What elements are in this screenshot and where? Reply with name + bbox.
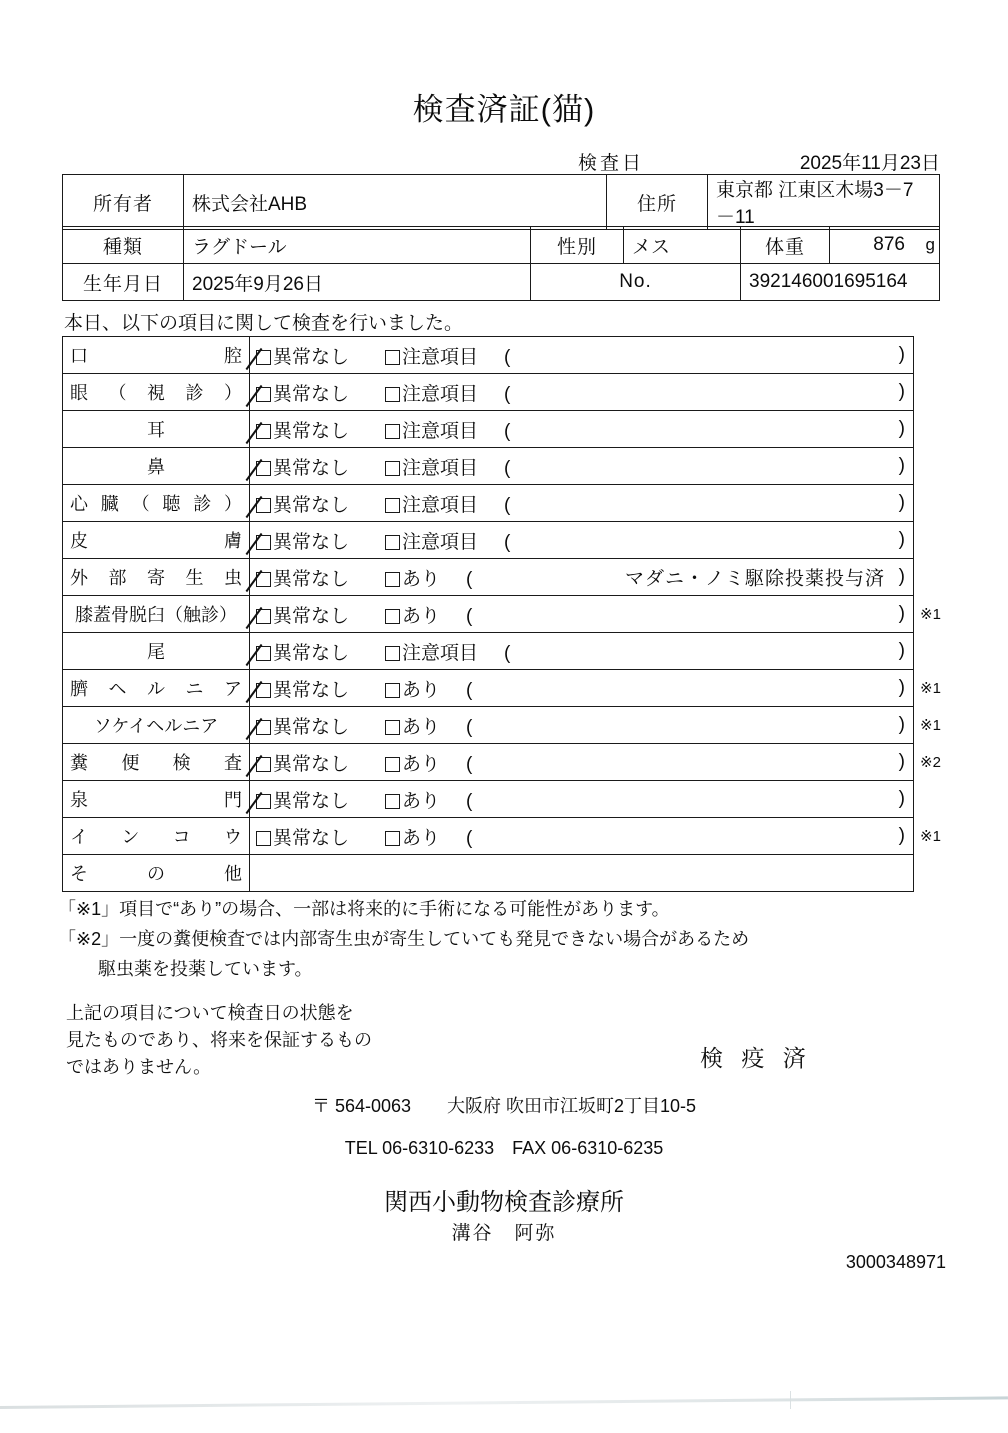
option-normal[interactable] xyxy=(256,749,349,776)
remark-paren-open: ( xyxy=(466,679,473,701)
breed-label: 種類 xyxy=(63,227,184,264)
exam-row xyxy=(63,448,914,485)
clinic-address xyxy=(0,1092,1008,1118)
option-secondary-label: 注意項目 xyxy=(402,494,479,516)
checkbox-empty-icon[interactable] xyxy=(385,794,400,809)
checkbox-checked-icon[interactable] xyxy=(256,498,271,513)
option-secondary-label: あり xyxy=(402,568,441,590)
option-secondary-label: 注意項目 xyxy=(402,346,479,368)
checkbox-empty-icon[interactable] xyxy=(385,683,400,698)
exam-item-label: 外 部 寄 生 虫 xyxy=(63,559,250,596)
disclaimer-line-1: 上記の項目について検査日の状態を xyxy=(66,1003,354,1023)
option-secondary[interactable] xyxy=(385,601,440,628)
exam-item-label: そ の 他 xyxy=(63,855,250,892)
birth-label: 生年月日 xyxy=(63,264,184,301)
footnote-2-line1: 「※2」一度の糞便検査では内部寄生虫が寄生していても発見できない場合があるため xyxy=(58,929,750,949)
exam-row xyxy=(63,855,914,892)
footnote-1: 「※1」項目で“あり”の場合、一部は将来的に手術になる可能性があります。 xyxy=(58,899,670,919)
checkbox-empty-icon[interactable] xyxy=(256,831,271,846)
disclaimer xyxy=(66,1000,372,1081)
exam-item-label: 尾 xyxy=(63,633,250,670)
remark-paren-open: ( xyxy=(504,642,511,664)
exam-row xyxy=(63,818,914,855)
option-secondary[interactable] xyxy=(385,823,440,850)
option-normal[interactable] xyxy=(256,342,349,369)
remark-paren-open: ( xyxy=(466,605,473,627)
exam-item-footnote-mark: ※1 xyxy=(920,828,941,845)
option-secondary-label: 注意項目 xyxy=(402,383,479,405)
checkbox-empty-icon[interactable] xyxy=(385,572,400,587)
option-normal-label: 異常なし xyxy=(273,494,350,516)
exam-item-footnote-mark: ※1 xyxy=(920,717,941,734)
option-secondary-label: 注意項目 xyxy=(402,531,479,553)
remark-paren-open: ( xyxy=(504,494,511,516)
exam-item-label: ソケイヘルニア xyxy=(63,707,250,744)
footnotes xyxy=(58,894,958,984)
exam-item-options xyxy=(250,374,914,411)
sex-value: メス xyxy=(624,227,741,264)
remark-paren-open: ( xyxy=(504,346,511,368)
option-normal[interactable] xyxy=(256,712,349,739)
remark-paren-open: ( xyxy=(466,827,473,849)
option-secondary-label: 注意項目 xyxy=(402,642,479,664)
remark-paren-open: ( xyxy=(504,383,511,405)
exam-item-label: 膝蓋骨脱臼（触診） xyxy=(63,596,250,633)
option-normal[interactable] xyxy=(256,490,349,517)
option-normal[interactable] xyxy=(256,527,349,554)
remark-paren-close: ) xyxy=(898,418,905,439)
option-secondary[interactable] xyxy=(385,564,440,591)
reference-number: 3000348971 xyxy=(845,1252,946,1272)
checkbox-checked-icon[interactable] xyxy=(256,794,271,809)
option-normal-label: 異常なし xyxy=(273,383,350,405)
exam-item-label: 臍 ヘ ル ニ ア xyxy=(63,670,250,707)
option-normal-label: 異常なし xyxy=(273,605,350,627)
table-row xyxy=(63,175,940,230)
option-normal-label: 異常なし xyxy=(273,531,350,553)
quarantine-stamp: 検 疫 済 xyxy=(700,1045,812,1071)
owner-table xyxy=(62,174,940,230)
owner-value: 株式会社AHB xyxy=(184,175,607,230)
exam-item-footnote-mark: ※1 xyxy=(920,680,941,697)
weight-unit: g xyxy=(925,235,935,254)
clinic-name: 関西小動物検査診療所 xyxy=(384,1189,624,1216)
checkbox-checked-icon[interactable] xyxy=(256,646,271,661)
checkbox-checked-icon[interactable] xyxy=(256,572,271,587)
option-secondary-label: あり xyxy=(402,605,441,627)
weight-value: 876 xyxy=(873,234,905,255)
exam-row xyxy=(63,744,914,781)
option-normal-label: 異常なし xyxy=(273,420,350,442)
option-normal-label: 異常なし xyxy=(273,716,350,738)
option-secondary-label: 注意項目 xyxy=(402,457,479,479)
exam-item-options xyxy=(250,485,914,522)
option-secondary[interactable] xyxy=(385,342,478,369)
exam-item-options xyxy=(250,707,914,744)
checkbox-checked-icon[interactable] xyxy=(256,424,271,439)
exam-item-options xyxy=(250,559,914,596)
exam-item-label: 糞 便 検 査 xyxy=(63,744,250,781)
option-secondary[interactable] xyxy=(385,786,440,813)
option-normal[interactable] xyxy=(256,416,349,443)
checkbox-checked-icon[interactable] xyxy=(256,720,271,735)
option-secondary[interactable] xyxy=(385,453,478,480)
option-secondary[interactable] xyxy=(385,749,440,776)
remark-paren-close: ) xyxy=(898,603,905,624)
intro-text: 本日、以下の項目に関して検査を行いました。 xyxy=(64,313,464,334)
exam-item-options xyxy=(250,337,914,374)
disclaimer-line-2: 見たものであり、将来を保証するもの xyxy=(66,1030,372,1050)
exam-item-options xyxy=(250,744,914,781)
remark-paren-close: ) xyxy=(898,492,905,513)
option-normal[interactable] xyxy=(256,675,349,702)
option-secondary-label: あり xyxy=(402,716,441,738)
option-secondary-label: あり xyxy=(402,827,441,849)
remark-paren-open: ( xyxy=(466,790,473,812)
exam-item-label: 耳 xyxy=(63,411,250,448)
exam-row xyxy=(63,411,914,448)
option-normal-label: 異常なし xyxy=(273,642,350,664)
exam-item-footnote-mark: ※1 xyxy=(920,606,941,623)
option-secondary[interactable] xyxy=(385,527,478,554)
number-label: No. xyxy=(531,264,741,301)
option-normal[interactable] xyxy=(256,823,349,850)
clinic-zip: 〒 564-0063 xyxy=(311,1096,412,1116)
exam-item-options xyxy=(250,411,914,448)
exam-item-label: 皮 膚 xyxy=(63,522,250,559)
exam-row xyxy=(63,596,914,633)
exam-row xyxy=(63,707,914,744)
option-normal-label: 異常なし xyxy=(273,457,350,479)
option-secondary[interactable] xyxy=(385,379,478,406)
exam-row xyxy=(63,337,914,374)
exam-item-options xyxy=(250,596,914,633)
exam-row xyxy=(63,670,914,707)
option-normal-label: 異常なし xyxy=(273,346,350,368)
exam-item-options xyxy=(250,670,914,707)
option-normal[interactable] xyxy=(256,638,349,665)
option-normal-label: 異常なし xyxy=(273,827,350,849)
scan-edge-artifact xyxy=(0,1396,1008,1409)
exam-row xyxy=(63,559,914,596)
exam-item-free-field xyxy=(250,855,914,892)
table-row xyxy=(63,227,940,264)
option-secondary-label: あり xyxy=(402,679,441,701)
remark-paren-open: ( xyxy=(466,568,473,590)
checkbox-checked-icon[interactable] xyxy=(256,350,271,365)
footnote-2-line2: 駆虫薬を投薬しています。 xyxy=(98,959,313,979)
option-normal-label: 異常なし xyxy=(273,753,350,775)
option-secondary[interactable] xyxy=(385,675,440,702)
exam-item-options xyxy=(250,818,914,855)
option-secondary-label: あり xyxy=(402,790,441,812)
option-normal[interactable] xyxy=(256,786,349,813)
animal-info-table xyxy=(62,226,940,301)
checkbox-checked-icon[interactable] xyxy=(256,757,271,772)
owner-label: 所有者 xyxy=(63,175,184,230)
veterinarian-name: 溝谷 阿弥 xyxy=(451,1223,557,1244)
remark-paren-open: ( xyxy=(466,716,473,738)
clinic-telephone: TEL 06-6310-6233 FAX 06-6310-6235 xyxy=(344,1138,664,1158)
remark-paren-close: ) xyxy=(898,529,905,550)
option-secondary-label: あり xyxy=(402,753,441,775)
checkbox-empty-icon[interactable] xyxy=(385,646,400,661)
exam-item-options xyxy=(250,522,914,559)
exam-row xyxy=(63,374,914,411)
exam-item-label: 眼 （ 視 診 ） xyxy=(63,374,250,411)
checkbox-empty-icon[interactable] xyxy=(385,498,400,513)
option-normal-label: 異常なし xyxy=(273,679,350,701)
footnote-2 xyxy=(58,924,958,984)
inspection-date xyxy=(560,148,940,174)
clinic-address-value: 大阪府 吹田市江坂町2丁目10-5 xyxy=(447,1096,697,1116)
remark-paren-open: ( xyxy=(466,753,473,775)
remark-paren-close: ) xyxy=(898,825,905,846)
inspection-date-value: 2025年11月23日 xyxy=(799,153,940,174)
remark-text: マダニ・ノミ駆除投薬投与済 xyxy=(624,568,885,590)
exam-item-footnote-mark: ※2 xyxy=(920,754,941,771)
exam-item-label: 鼻 xyxy=(63,448,250,485)
checkbox-empty-icon[interactable] xyxy=(385,720,400,735)
checkbox-empty-icon[interactable] xyxy=(385,350,400,365)
remark-paren-close: ) xyxy=(898,566,905,587)
sex-label: 性別 xyxy=(531,227,624,264)
option-secondary[interactable] xyxy=(385,638,478,665)
exam-item-label: イ ン コ ウ xyxy=(63,818,250,855)
remark-paren-close: ) xyxy=(898,381,905,402)
option-normal[interactable] xyxy=(256,601,349,628)
exam-row xyxy=(63,633,914,670)
exam-row xyxy=(63,485,914,522)
exam-item-label: 心 臓 （ 聴 診 ） xyxy=(63,485,250,522)
table-row xyxy=(63,264,940,301)
option-secondary[interactable] xyxy=(385,712,440,739)
remark-paren-close: ) xyxy=(898,640,905,661)
checkbox-checked-icon[interactable] xyxy=(256,387,271,402)
option-secondary[interactable] xyxy=(385,490,478,517)
checkbox-checked-icon[interactable] xyxy=(256,683,271,698)
remark-paren-close: ) xyxy=(898,455,905,476)
exam-item-label: 泉 門 xyxy=(63,781,250,818)
breed-value: ラグドール xyxy=(184,227,531,264)
checkbox-checked-icon[interactable] xyxy=(256,535,271,550)
page-title: 検査済証(猫) xyxy=(412,92,596,127)
option-secondary-label: 注意項目 xyxy=(402,420,479,442)
weight-label: 体重 xyxy=(741,227,830,264)
scan-edge-tick-artifact xyxy=(790,1391,791,1409)
remark-paren-close: ) xyxy=(898,714,905,735)
option-secondary[interactable] xyxy=(385,416,478,443)
remark-paren-open: ( xyxy=(504,531,511,553)
option-normal-label: 異常なし xyxy=(273,568,350,590)
checkbox-empty-icon[interactable] xyxy=(385,535,400,550)
remark-paren-close: ) xyxy=(898,677,905,698)
option-normal-label: 異常なし xyxy=(273,790,350,812)
remark-paren-close: ) xyxy=(898,788,905,809)
exam-item-label: 口 腔 xyxy=(63,337,250,374)
checkbox-checked-icon[interactable] xyxy=(256,609,271,624)
checkbox-empty-icon[interactable] xyxy=(385,831,400,846)
option-normal[interactable] xyxy=(256,564,349,591)
birth-value: 2025年9月26日 xyxy=(184,264,531,301)
number-value: 392146001695164 xyxy=(741,264,940,301)
exam-item-options xyxy=(250,781,914,818)
checkbox-empty-icon[interactable] xyxy=(385,757,400,772)
checkbox-empty-icon[interactable] xyxy=(385,461,400,476)
checkbox-checked-icon[interactable] xyxy=(256,461,271,476)
remark-paren-open: ( xyxy=(504,457,511,479)
exam-row xyxy=(63,522,914,559)
option-normal[interactable] xyxy=(256,379,349,406)
remark-paren-close: ) xyxy=(898,344,905,365)
address-value: 東京都 江東区木場3－7－11 xyxy=(708,175,940,230)
weight-cell xyxy=(830,227,940,264)
exam-item-options xyxy=(250,448,914,485)
exam-item-options xyxy=(250,633,914,670)
inspection-date-label: 検査日 xyxy=(578,153,645,174)
option-normal[interactable] xyxy=(256,453,349,480)
address-label: 住所 xyxy=(607,175,708,230)
disclaimer-line-3: ではありません。 xyxy=(66,1057,212,1077)
checkbox-empty-icon[interactable] xyxy=(385,424,400,439)
remark-paren-open: ( xyxy=(504,420,511,442)
exam-row xyxy=(63,781,914,818)
exam-items-table xyxy=(62,336,914,892)
checkbox-empty-icon[interactable] xyxy=(385,387,400,402)
checkbox-empty-icon[interactable] xyxy=(385,609,400,624)
remark-paren-close: ) xyxy=(898,751,905,772)
